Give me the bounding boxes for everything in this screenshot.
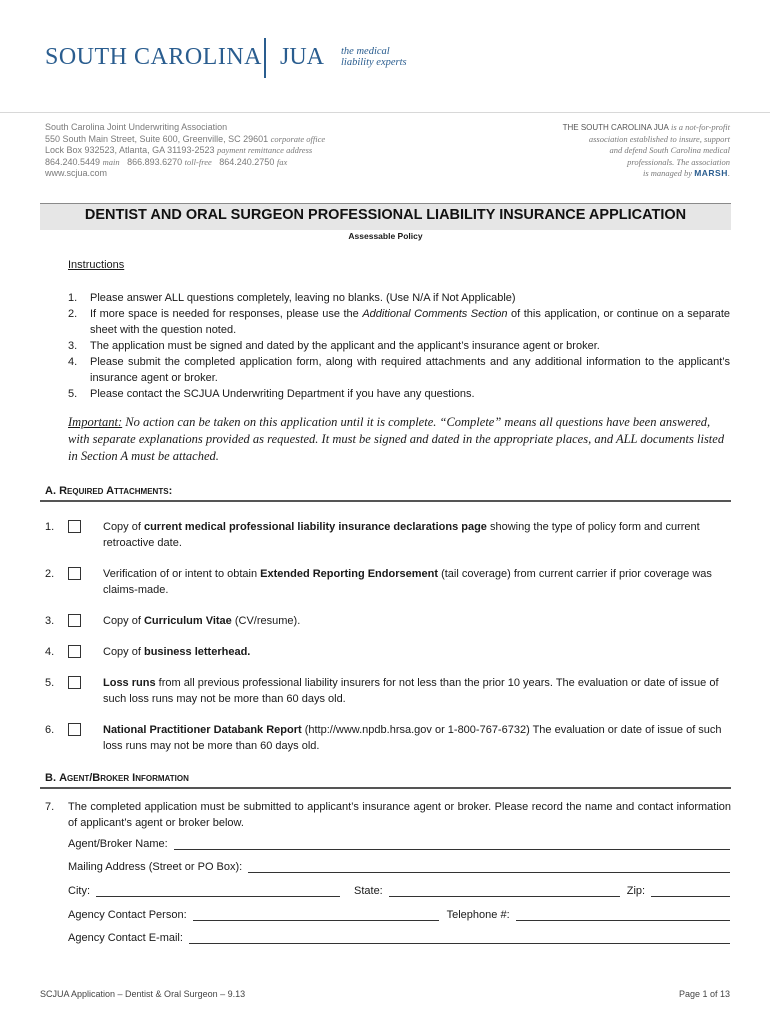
about-line-5: is managed by bbox=[642, 168, 693, 179]
attachment-item bbox=[45, 613, 731, 629]
about-line-1-wrap bbox=[550, 122, 730, 134]
attachment-number: 1. bbox=[45, 521, 55, 533]
attachment-text-bold: National Practitioner Databank Report bbox=[103, 724, 302, 736]
contact-phone-row bbox=[68, 909, 730, 921]
important-text: No action can be taken on this application until it is complete. “Complete” means all questions have been answered, with separate explanations provided as requested. It must be signed and dated in the appropriate places, and ALL documents listed in Section A must be attached. bbox=[68, 415, 725, 463]
logo-state-text: SOUTH CAROLINA bbox=[45, 44, 262, 70]
address-pobox-note: payment remittance address bbox=[216, 145, 313, 156]
attachment-text bbox=[103, 644, 731, 660]
state-label: State: bbox=[354, 885, 383, 897]
attachment-item bbox=[45, 722, 731, 754]
city-field[interactable] bbox=[96, 885, 340, 897]
attachment-text bbox=[103, 722, 731, 754]
zip-label: Zip: bbox=[626, 885, 646, 897]
logo-divider bbox=[264, 38, 266, 78]
address-org-name: South Carolina Joint Underwriting Association bbox=[45, 122, 228, 132]
contact-person-label: Agency Contact Person: bbox=[68, 909, 187, 921]
address-website: www.scjua.com bbox=[45, 168, 108, 179]
instruction-number: 2. bbox=[68, 308, 78, 320]
page-title: DENTIST AND ORAL SURGEON PROFESSIONAL LIABILITY INSURANCE APPLICATION bbox=[84, 207, 687, 223]
agent-name-label: Agent/Broker Name: bbox=[68, 838, 168, 850]
attachment-checkbox[interactable] bbox=[68, 676, 81, 689]
attachment-text-pre: Verification of or intent to obtain bbox=[103, 568, 261, 580]
address-pobox: Lock Box 932523, Atlanta, GA 31193-2523 bbox=[45, 145, 215, 156]
instruction-item bbox=[68, 306, 730, 338]
section-b-divider bbox=[40, 787, 731, 789]
phone-tollfree-note: toll-free bbox=[184, 156, 212, 167]
attachment-text-post: showing the type of policy form and current retroactive date. bbox=[103, 521, 700, 549]
section-b-heading bbox=[45, 772, 189, 784]
phone-tollfree: 866.893.6270 bbox=[127, 156, 183, 167]
email-label: Agency Contact E-mail: bbox=[68, 932, 183, 944]
attachment-text bbox=[103, 519, 731, 551]
attachment-text bbox=[103, 566, 731, 598]
question-7-text: The completed application must be submitted to applicant’s insurance agent or broker. Please record the name and contact information of applicant’s agent or broker below. bbox=[68, 801, 731, 829]
mailing-address-label: Mailing Address (Street or PO Box): bbox=[68, 861, 243, 873]
attachment-item bbox=[45, 519, 731, 551]
mailing-address-field[interactable] bbox=[248, 861, 730, 873]
attachment-checkbox[interactable] bbox=[68, 567, 81, 580]
attachment-text-post: from all previous professional liability insurers for not less than the prior 10 years. The evaluation or date of issue of such loss runs may not be more than 60 days old. bbox=[103, 677, 719, 705]
attachment-checkbox[interactable] bbox=[68, 723, 81, 736]
question-7 bbox=[45, 799, 731, 831]
about-block bbox=[550, 122, 730, 180]
instruction-number: 1. bbox=[68, 292, 78, 304]
zip-field[interactable] bbox=[651, 885, 730, 897]
agent-name-field[interactable] bbox=[174, 838, 730, 850]
agent-name-row bbox=[68, 838, 730, 850]
instruction-text-post: of this application, or continue on a separate sheet with the question noted. bbox=[90, 308, 731, 336]
instruction-text bbox=[90, 306, 730, 338]
important-notice bbox=[68, 414, 730, 465]
attachment-text-post: (tail coverage) from current carrier if prior coverage was claims-made. bbox=[103, 568, 712, 596]
attachment-text-pre: Copy of bbox=[103, 646, 144, 658]
about-jua-name: THE SOUTH CAROLINA JUA bbox=[562, 123, 669, 132]
section-b-letter: B. bbox=[45, 772, 56, 784]
attachment-text bbox=[103, 675, 731, 707]
about-period: . bbox=[727, 168, 730, 179]
attachment-text-pre: Copy of bbox=[103, 615, 144, 627]
section-b-title: Agent/Broker Information bbox=[59, 772, 189, 784]
attachment-checkbox[interactable] bbox=[68, 520, 81, 533]
page-subtitle: Assessable Policy bbox=[348, 231, 423, 241]
attachment-text-pre: Copy of bbox=[103, 521, 144, 533]
about-line-2: association established to insure, support bbox=[588, 133, 730, 144]
contact-person-field[interactable] bbox=[193, 909, 439, 921]
instruction-text: The application must be signed and dated by the applicant and the applicant’s insurance agent or broker. bbox=[90, 340, 600, 352]
attachment-text-post: (http://www.npdb.hrsa.gov or 1-800-767-6732) The evaluation or date of issue of such loss runs may not be more than 60 days old. bbox=[103, 724, 722, 752]
instruction-item bbox=[68, 386, 730, 402]
attachment-text-bold: business letterhead. bbox=[143, 646, 251, 658]
marsh-logo-text: MARSH bbox=[694, 168, 728, 179]
logo-tagline bbox=[341, 46, 407, 68]
instruction-item bbox=[68, 338, 730, 354]
instruction-text-em: Additional Comments Section bbox=[362, 308, 508, 320]
important-label: Important: bbox=[68, 415, 123, 429]
address-street-line bbox=[45, 134, 325, 146]
attachment-number: 2. bbox=[45, 568, 55, 580]
attachment-item bbox=[45, 644, 731, 660]
attachment-number: 3. bbox=[45, 615, 55, 627]
address-street: 550 South Main Street, Suite 600, Greenville, SC 29601 bbox=[45, 133, 269, 144]
logo-org-text: JUA bbox=[280, 44, 325, 70]
instruction-text: Please submit the completed application form, along with required attachments and any additional information to the applicant’s insurance agent or broker. bbox=[90, 356, 730, 384]
instructions-heading: Instructions bbox=[68, 259, 125, 271]
attachment-number: 6. bbox=[45, 724, 55, 736]
attachment-number: 4. bbox=[45, 646, 55, 658]
attachment-checkbox[interactable] bbox=[68, 645, 81, 658]
phone-fax-note: fax bbox=[276, 156, 288, 167]
instruction-number: 4. bbox=[68, 356, 78, 368]
attachment-item bbox=[45, 675, 731, 707]
attachment-text-bold: Extended Reporting Endorsement bbox=[260, 568, 439, 580]
attachment-item bbox=[45, 566, 731, 598]
attachment-text bbox=[103, 613, 731, 629]
instruction-item bbox=[68, 290, 730, 306]
section-a-letter: A. bbox=[45, 485, 56, 497]
header-divider bbox=[0, 112, 770, 113]
address-street-note: corporate office bbox=[270, 133, 326, 144]
instruction-text: Please contact the SCJUA Underwriting Department if you have any questions. bbox=[90, 388, 475, 400]
footer-page-number: Page 1 of 13 bbox=[678, 989, 730, 999]
about-line-1: is a not-for-profit bbox=[670, 122, 730, 132]
telephone-field[interactable] bbox=[516, 909, 730, 921]
city-state-zip-row bbox=[68, 885, 730, 897]
instruction-number: 3. bbox=[68, 340, 78, 352]
address-block bbox=[45, 122, 325, 180]
email-row bbox=[68, 932, 730, 944]
section-a-heading bbox=[45, 485, 172, 497]
attachment-text-bold: Loss runs bbox=[103, 677, 156, 689]
instruction-text-pre: If more space is needed for responses, please use the bbox=[90, 308, 363, 320]
instruction-text: Please answer ALL questions completely, leaving no blanks. (Use N/A if Not Applicable) bbox=[90, 292, 516, 304]
phone-main: 864.240.5449 bbox=[45, 156, 101, 167]
about-line-4: professionals. The association bbox=[627, 156, 730, 167]
section-a-title: Required Attachments bbox=[59, 485, 169, 497]
logo-tagline-line-2: liability experts bbox=[341, 57, 407, 68]
attachment-text-bold: current medical professional liability insurance declarations page bbox=[143, 521, 487, 533]
attachment-text-post: (CV/resume). bbox=[231, 615, 301, 627]
section-a-divider bbox=[40, 500, 731, 502]
attachment-checkbox[interactable] bbox=[68, 614, 81, 627]
attachment-number: 5. bbox=[45, 677, 55, 689]
address-pobox-line bbox=[45, 145, 325, 157]
instructions-list bbox=[68, 290, 730, 402]
mailing-address-row bbox=[68, 861, 730, 873]
address-phone-line bbox=[45, 157, 325, 169]
question-7-number: 7. bbox=[45, 801, 55, 813]
about-line-5-wrap bbox=[550, 168, 730, 180]
attachment-text-bold: Curriculum Vitae bbox=[143, 615, 232, 627]
about-line-3: and defend South Carolina medical bbox=[609, 145, 730, 156]
instruction-item bbox=[68, 354, 730, 386]
telephone-label: Telephone #: bbox=[446, 909, 510, 921]
section-a-colon: : bbox=[168, 485, 173, 497]
footer-document-id: SCJUA Application – Dentist & Oral Surgeon – 9.13 bbox=[40, 989, 246, 999]
state-field[interactable] bbox=[389, 885, 620, 897]
logo-tagline-line-1: the medical bbox=[341, 46, 390, 57]
email-field[interactable] bbox=[189, 932, 730, 944]
phone-main-note: main bbox=[102, 156, 120, 167]
phone-fax: 864.240.2750 bbox=[219, 156, 275, 167]
instruction-number: 5. bbox=[68, 388, 78, 400]
city-label: City: bbox=[68, 885, 90, 897]
